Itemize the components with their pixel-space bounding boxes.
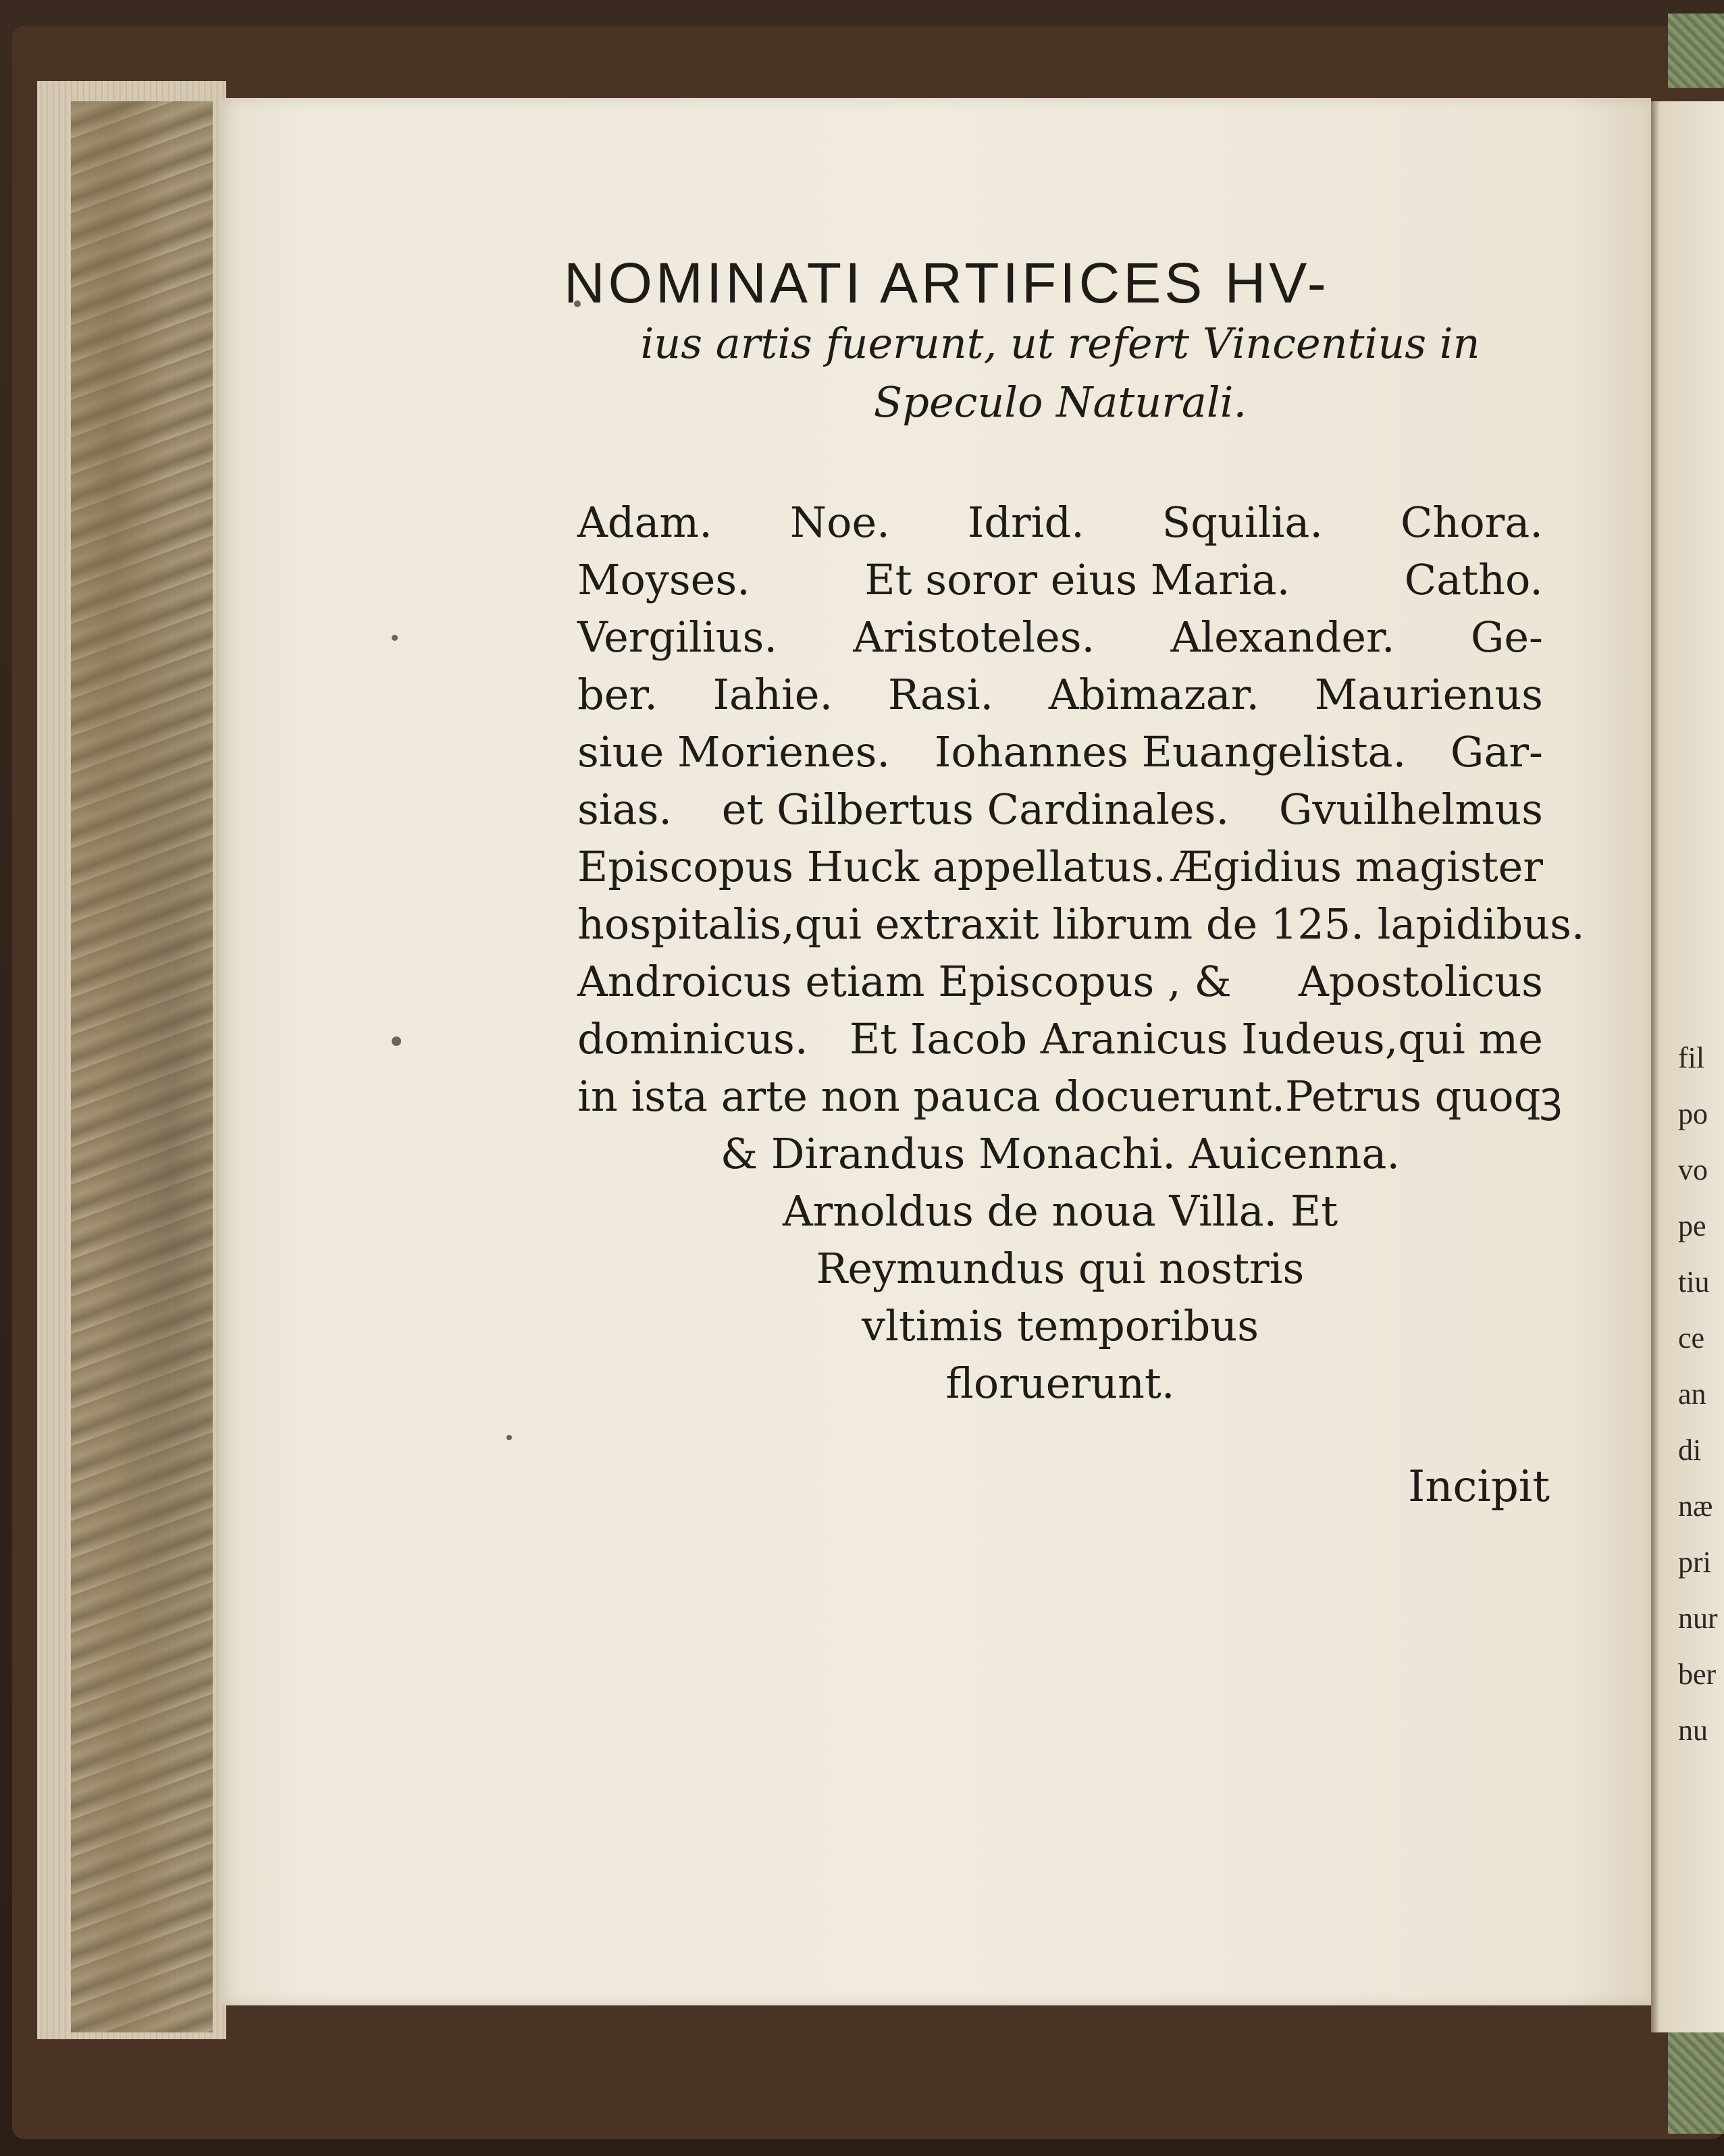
text-fragment: Alexander. [1170, 612, 1395, 662]
next-page-fragment: pe [1678, 1209, 1706, 1242]
text-line [577, 551, 1543, 608]
headband [1668, 14, 1724, 88]
marbled-edge [71, 101, 213, 2032]
text-fragment: dominicus. [577, 1014, 808, 1064]
next-page-fragment: nu [1678, 1714, 1708, 1747]
ink-speck [392, 635, 398, 641]
text-fragment: Rasi. [887, 670, 994, 720]
text-fragment: Catho. [1404, 555, 1543, 605]
next-page-edge [1651, 101, 1724, 2032]
catchword: Incipit [1408, 1462, 1550, 1512]
text-fragment: Episcopus Huck appellatus. [577, 842, 1166, 892]
text-fragment: et Gilbertus Cardinales. [721, 785, 1230, 835]
next-page-fragment: tiu [1678, 1265, 1710, 1298]
text-fragment: Gvuilhelmus [1278, 785, 1543, 835]
text-line [577, 1010, 1543, 1068]
text-fragment: Aristoteles. [853, 612, 1095, 662]
text-fragment: Vergilius. [577, 612, 778, 662]
next-page-fragment: vo [1678, 1153, 1708, 1186]
centered-text-line: Arnoldus de noua Villa. Et [782, 1186, 1338, 1236]
ink-speck [506, 1435, 512, 1440]
text-fragment: Chora. [1400, 498, 1543, 548]
next-page-fragment: nur [1678, 1602, 1718, 1635]
next-page-fragment: an [1678, 1377, 1706, 1411]
text-fragment: Ge- [1470, 612, 1543, 662]
text-line [577, 494, 1543, 551]
text-fragment: Squilia. [1161, 498, 1324, 548]
subtitle-line: ius artis fuerunt, ut refert Vincentius in [640, 319, 1480, 369]
next-page-fragment: næ [1678, 1490, 1713, 1523]
text-line [577, 723, 1543, 781]
text-line [577, 838, 1543, 895]
text-fragment: Maurienus [1314, 670, 1543, 720]
text-fragment: Apostolicus [1299, 957, 1543, 1007]
text-fragment: Et soror eius Maria. [864, 555, 1290, 605]
body-text [577, 494, 1585, 1412]
centered-text-line: Reymundus qui nostris [816, 1244, 1305, 1294]
text-fragment: Ægidius magister [1171, 842, 1543, 892]
text-line [577, 953, 1543, 1010]
next-page-fragment: po [1678, 1097, 1708, 1130]
tailband [1668, 2032, 1724, 2134]
text-fragment: Idrid. [967, 498, 1085, 548]
next-page-fragment: di [1678, 1434, 1702, 1467]
text-fragment: hospitalis,qui extraxit librum de 125. lapidibus. [577, 899, 1585, 949]
text-line [577, 666, 1543, 723]
ink-speck [392, 1036, 401, 1046]
text-line [577, 608, 1543, 666]
text-line [577, 895, 1585, 953]
text-line [577, 1068, 1562, 1125]
subtitle-line: Speculo Naturali. [873, 377, 1247, 427]
text-fragment: Petrus quoqꝫ [1284, 1072, 1562, 1122]
next-page-fragment: fil [1678, 1041, 1705, 1074]
text-fragment: sias. [577, 785, 673, 835]
text-fragment: siue Morienes. [577, 727, 891, 777]
centered-text-line: vltimis temporibus [861, 1301, 1259, 1351]
text-line [577, 781, 1543, 838]
next-page-fragment: ber [1678, 1658, 1717, 1691]
text-fragment: Abimazar. [1048, 670, 1260, 720]
text-fragment: Gar- [1450, 727, 1543, 777]
centered-text-line: & Dirandus Monachi. Auicenna. [720, 1129, 1401, 1179]
text-fragment: Iohannes Euangelista. [934, 727, 1407, 777]
text-fragment: Adam. [577, 498, 712, 548]
next-page-fragment: ce [1678, 1321, 1705, 1355]
next-page-fragment: pri [1678, 1546, 1711, 1579]
text-fragment: Iahie. [712, 670, 833, 720]
text-fragment: Noe. [789, 498, 890, 548]
text-fragment: Androicus etiam Episcopus , & [577, 957, 1232, 1007]
page-title: NOMINATI ARTIFICES HV- [564, 251, 1330, 315]
text-fragment: Et Iacob Aranicus Iudeus,qui me [850, 1014, 1543, 1064]
centered-text-line: floruerunt. [945, 1359, 1175, 1409]
text-fragment: ber. [577, 670, 658, 720]
text-block [564, 251, 1585, 1412]
text-fragment: in ista arte non pauca docuerunt. [577, 1072, 1285, 1122]
text-fragment: Moyses. [577, 555, 750, 605]
